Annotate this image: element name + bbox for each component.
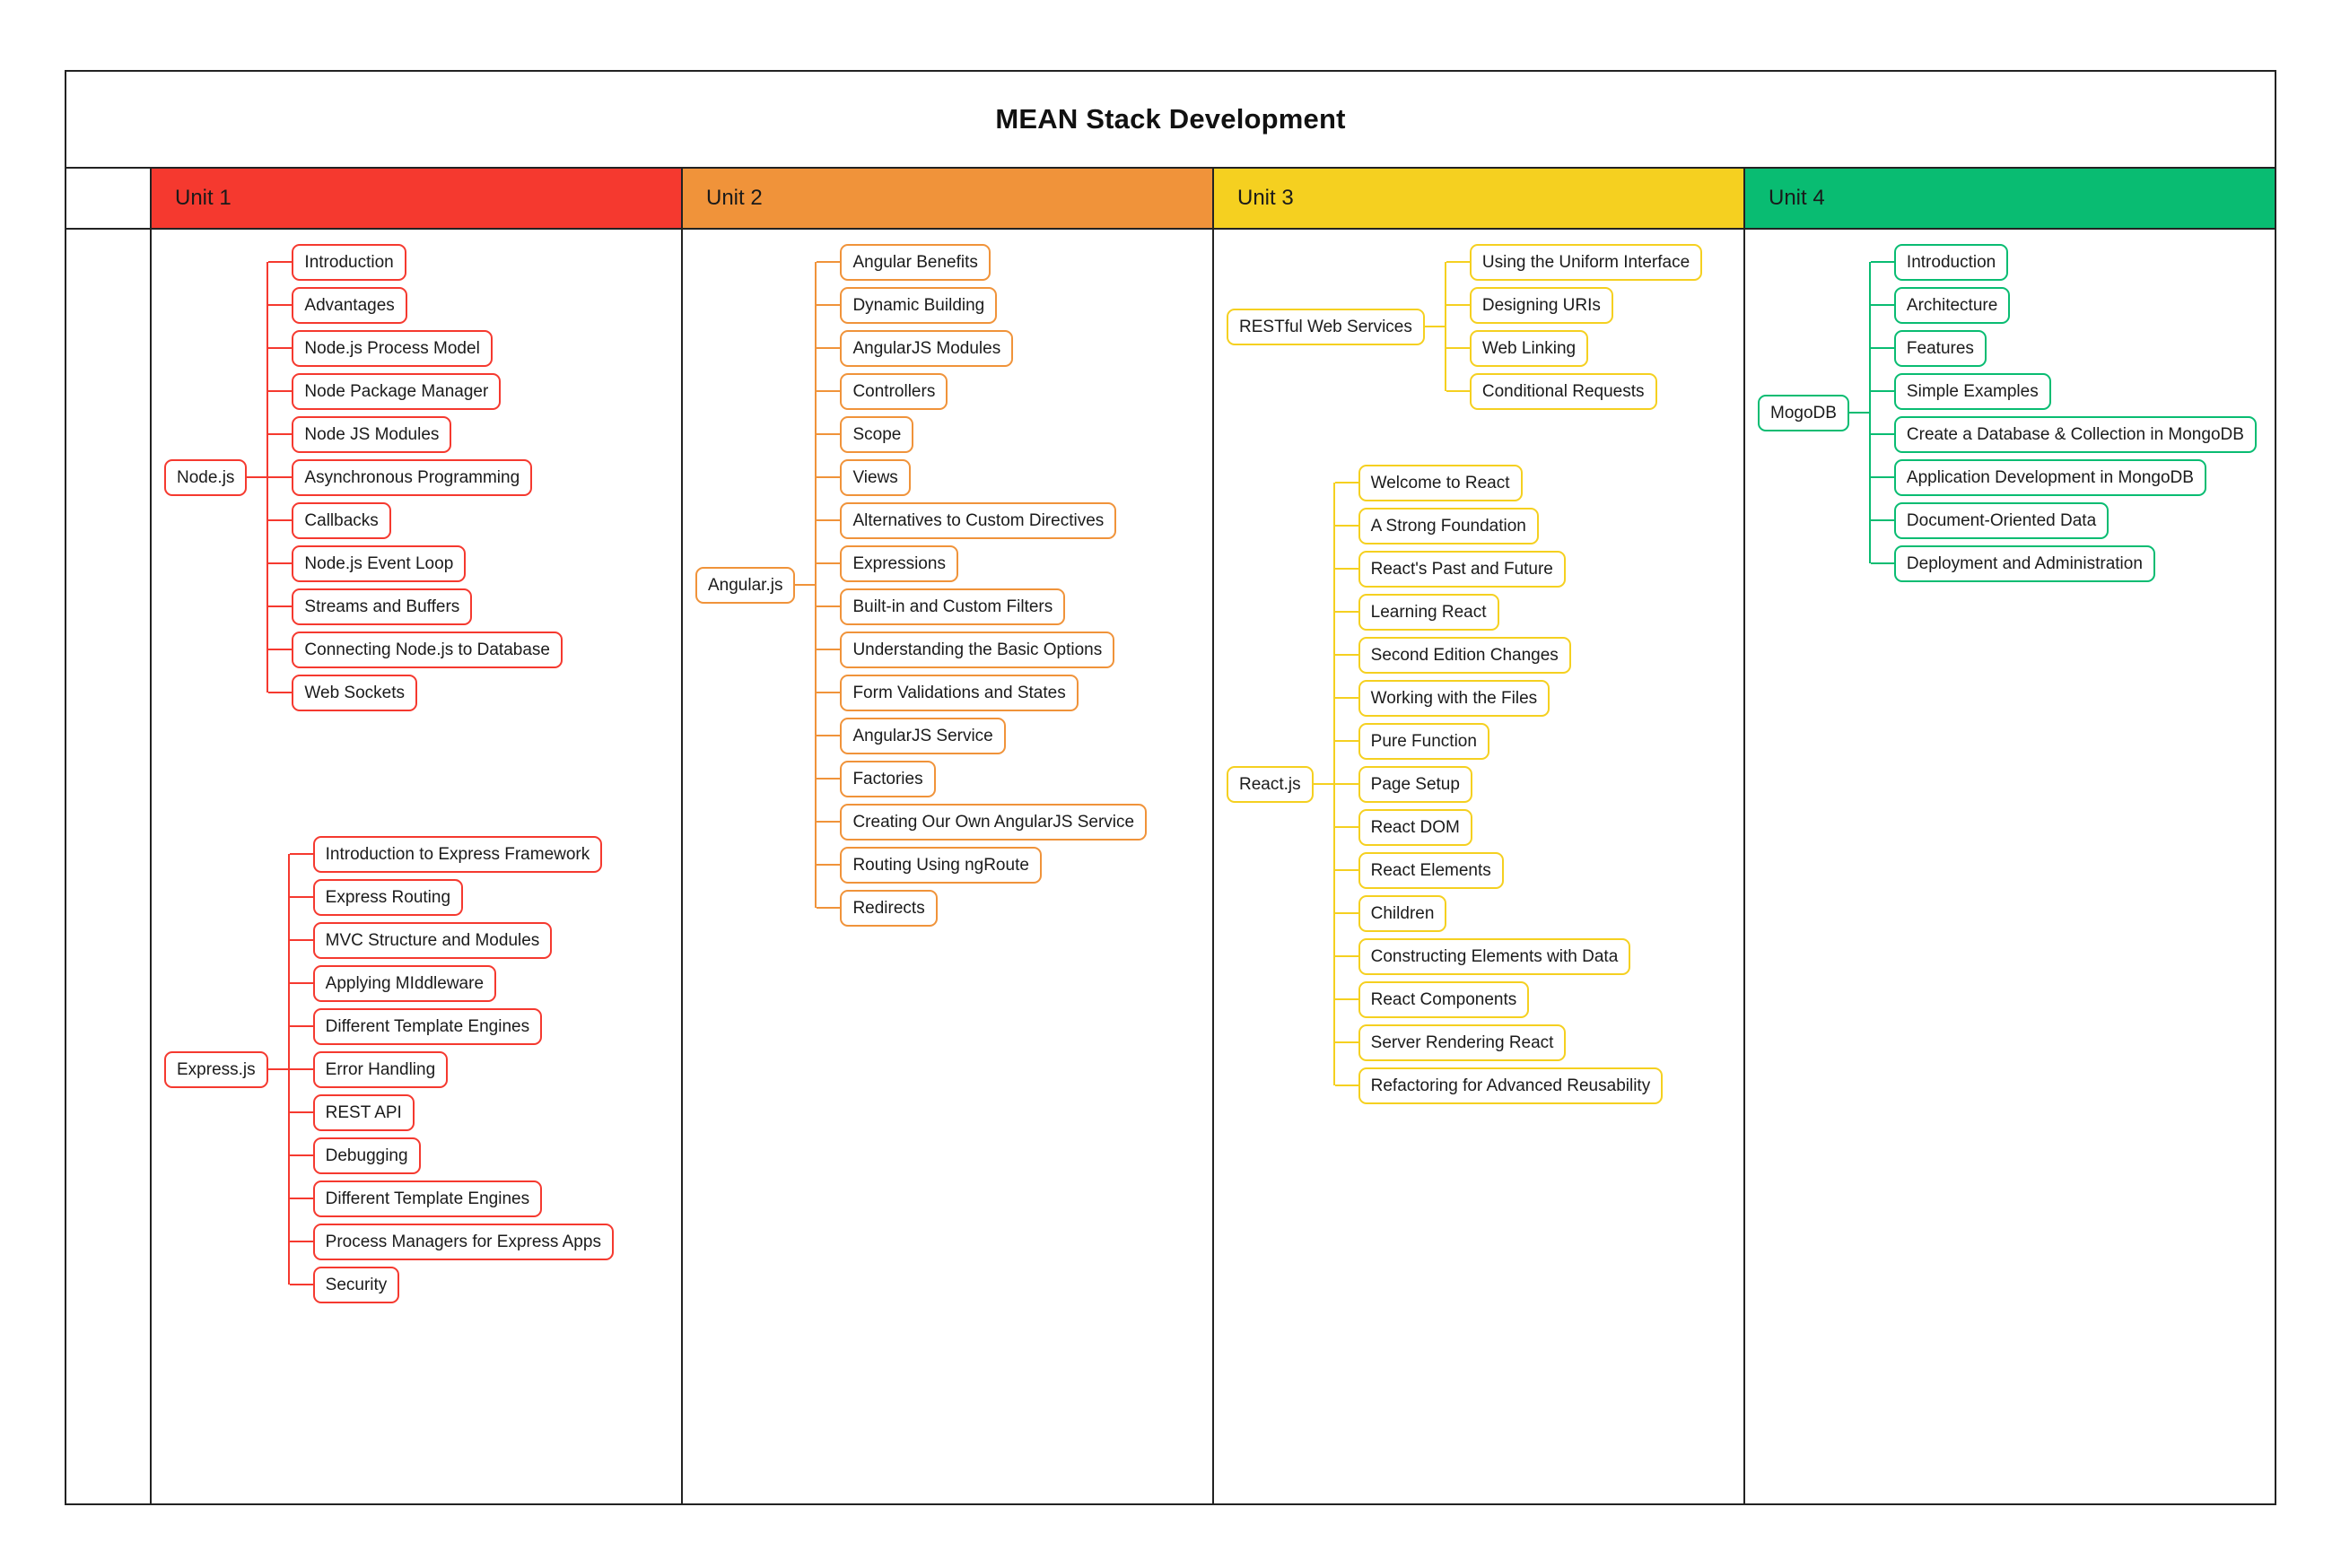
mindmap-child-row: [1446, 370, 1702, 413]
mindmap-child-row: [1335, 633, 1664, 676]
mindmap-child-row: [817, 757, 1147, 800]
root-connector-line: [1425, 326, 1445, 327]
child-connector-line: [1335, 568, 1358, 570]
mindmap-topic-node[interactable]: Document-Oriented Data: [1894, 502, 2109, 539]
root-connector-line: [1314, 783, 1333, 785]
mindmap-child-row: [268, 542, 563, 585]
mindmap-topic-node[interactable]: Node Package Manager: [292, 373, 501, 410]
mindmap-child-row: [817, 671, 1147, 714]
root-connector-line: [795, 584, 815, 586]
mindmap-root-wrap: [695, 240, 815, 929]
mindmap-children: [817, 240, 1147, 929]
child-connector-line: [1446, 304, 1470, 306]
child-connector-line: [1335, 654, 1358, 656]
mindmap-topic-node[interactable]: Applying MIddleware: [313, 965, 496, 1002]
child-connector-line: [268, 562, 292, 564]
mindmap-topic-node[interactable]: React Elements: [1358, 852, 1504, 889]
mindmap-group: [1227, 461, 1663, 1107]
child-connector-line: [1871, 261, 1894, 263]
mindmap-topic-node[interactable]: AngularJS Modules: [840, 330, 1013, 367]
root-connector-line: [268, 1068, 288, 1070]
mindmap-child-row: [1335, 1064, 1664, 1107]
mindmap-child-row: [1871, 283, 2257, 327]
unit-header-label-2: Unit 2: [706, 186, 763, 210]
child-connector-line: [817, 390, 840, 392]
mindmap-child-row: [290, 1177, 614, 1220]
mindmap-topic-node[interactable]: React DOM: [1358, 809, 1472, 846]
mindmap-child-row: [817, 499, 1147, 542]
unit-column-2: [683, 230, 1214, 1503]
mindmap-topic-node[interactable]: Streams and Buffers: [292, 588, 472, 625]
mindmap-topic-node[interactable]: Controllers: [840, 373, 948, 410]
mindmap-child-row: [817, 283, 1147, 327]
child-connector-line: [1871, 304, 1894, 306]
mindmap-child-row: [1335, 676, 1664, 719]
child-connector-line: [1335, 912, 1358, 914]
mindmap-topic-node[interactable]: Form Validations and States: [840, 675, 1078, 711]
mindmap-group: [164, 240, 563, 714]
child-connector-line: [1871, 562, 1894, 564]
mindmap-child-row: [1335, 590, 1664, 633]
mindmap-root-node[interactable]: Express.js: [164, 1051, 268, 1088]
diagram-title-bar: [66, 72, 2275, 169]
mindmap-topic-node[interactable]: Introduction: [292, 244, 406, 281]
mindmap-group: [695, 240, 1147, 929]
mindmap-topic-node[interactable]: Node.js Event Loop: [292, 545, 466, 582]
mindmap-child-row: [268, 413, 563, 456]
mindmap-child-row: [268, 240, 563, 283]
mindmap-topic-node[interactable]: MVC Structure and Modules: [313, 922, 553, 959]
child-connector-line: [290, 1111, 313, 1113]
mindmap-child-row: [817, 327, 1147, 370]
mindmap-topic-node[interactable]: Callbacks: [292, 502, 390, 539]
mindmap-topic-node[interactable]: Debugging: [313, 1137, 421, 1174]
unit-header-label-1: Unit 1: [175, 186, 231, 210]
mindmap-topic-node[interactable]: React Components: [1358, 981, 1530, 1018]
unit-header-row: [66, 169, 2275, 230]
mindmap-topic-node[interactable]: Web Linking: [1470, 330, 1588, 367]
mindmap-topic-node[interactable]: Node.js Process Model: [292, 330, 492, 367]
child-connector-line: [268, 605, 292, 607]
mindmap-child-row: [817, 370, 1147, 413]
mindmap-child-row: [1871, 370, 2257, 413]
child-connector-line: [268, 433, 292, 435]
mindmap-root-node[interactable]: React.js: [1227, 766, 1314, 803]
child-connector-line: [290, 939, 313, 941]
mindmap-topic-node[interactable]: Advantages: [292, 287, 406, 324]
mindmap-topic-node[interactable]: Routing Using ngRoute: [840, 847, 1041, 884]
mindmap-child-row: [290, 832, 614, 875]
child-connector-line: [290, 1284, 313, 1285]
mindmap-topic-node[interactable]: Welcome to React: [1358, 465, 1523, 501]
child-connector-line: [817, 304, 840, 306]
mindmap-child-row: [268, 283, 563, 327]
mindmap-root-node[interactable]: Angular.js: [695, 567, 795, 604]
child-connector-line: [1335, 1085, 1358, 1086]
mindmap-root-wrap: [164, 240, 266, 714]
mindmap-topic-node[interactable]: Error Handling: [313, 1051, 449, 1088]
mindmap-child-row: [1871, 327, 2257, 370]
child-connector-line: [1871, 519, 1894, 521]
mindmap-topic-node[interactable]: Understanding the Basic Options: [840, 632, 1114, 668]
mindmap-child-row: [1335, 461, 1664, 504]
child-connector-line: [268, 304, 292, 306]
mindmap-child-row: [268, 628, 563, 671]
mindmap-topic-node[interactable]: Create a Database & Collection in MongoDB: [1894, 416, 2257, 453]
mindmap-child-row: [290, 1134, 614, 1177]
child-connector-line: [1335, 611, 1358, 613]
unit-column-3: [1214, 230, 1745, 1503]
mindmap-root-wrap: [164, 832, 288, 1306]
root-connector-line: [1849, 412, 1869, 414]
mindmap-child-row: [817, 714, 1147, 757]
mindmap-children: [1335, 461, 1664, 1107]
mindmap-child-row: [817, 628, 1147, 671]
mindmap-child-row: [290, 962, 614, 1005]
child-connector-line: [1871, 347, 1894, 349]
child-connector-line: [290, 982, 313, 984]
mindmap-child-row: [1871, 240, 2257, 283]
child-connector-line: [1871, 390, 1894, 392]
mindmap-topic-node[interactable]: Factories: [840, 761, 935, 797]
mindmap-child-row: [1335, 849, 1664, 892]
mindmap-topic-node[interactable]: Working with the Files: [1358, 680, 1550, 717]
child-connector-line: [290, 1154, 313, 1156]
mindmap-topic-node[interactable]: Simple Examples: [1894, 373, 2051, 410]
mindmap-topic-node[interactable]: Different Template Engines: [313, 1008, 542, 1045]
mindmap-topic-node[interactable]: Pure Function: [1358, 723, 1489, 760]
mindmap-topic-node[interactable]: Application Development in MongoDB: [1894, 459, 2206, 496]
child-connector-line: [1871, 476, 1894, 478]
mindmap-topic-node[interactable]: Second Edition Changes: [1358, 637, 1571, 674]
mindmap-child-row: [1446, 240, 1702, 283]
unit-header-3: [1214, 169, 1745, 228]
mindmap-topic-node[interactable]: Expressions: [840, 545, 958, 582]
child-connector-line: [817, 735, 840, 736]
mindmap-topic-node[interactable]: Refactoring for Advanced Reusability: [1358, 1067, 1664, 1104]
page-title: MEAN Stack Development: [995, 103, 1346, 135]
unit-header-label-4: Unit 4: [1769, 186, 1825, 210]
unit-header-4: [1745, 169, 2275, 228]
mindmap-topic-node[interactable]: React's Past and Future: [1358, 551, 1566, 588]
mindmap-child-row: [817, 800, 1147, 843]
child-connector-line: [817, 519, 840, 521]
child-connector-line: [1335, 998, 1358, 1000]
mindmap-root-node[interactable]: MogoDB: [1758, 395, 1849, 431]
mindmap-child-row: [1335, 892, 1664, 935]
child-connector-line: [817, 433, 840, 435]
child-connector-line: [817, 476, 840, 478]
column-gutter: [66, 230, 152, 1503]
mindmap-child-row: [1871, 456, 2257, 499]
mindmap-topic-node[interactable]: Conditional Requests: [1470, 373, 1657, 410]
mindmap-child-row: [1871, 499, 2257, 542]
child-connector-line: [1335, 869, 1358, 871]
mindmap-child-row: [1335, 547, 1664, 590]
mindmap-child-row: [817, 542, 1147, 585]
mindmap-child-row: [1446, 283, 1702, 327]
unit-column-1: [152, 230, 683, 1503]
mindmap-child-row: [817, 843, 1147, 886]
mindmap-root-wrap: [1227, 240, 1445, 413]
mindmap-topic-node[interactable]: Dynamic Building: [840, 287, 997, 324]
mindmap-topic-node[interactable]: Creating Our Own AngularJS Service: [840, 804, 1147, 841]
mindmap-topic-node[interactable]: Architecture: [1894, 287, 2010, 324]
mindmap-child-row: [817, 413, 1147, 456]
mindmap-topic-node[interactable]: Views: [840, 459, 910, 496]
mindmap-children: [1446, 240, 1702, 413]
child-connector-line: [268, 649, 292, 650]
mindmap-child-row: [268, 370, 563, 413]
child-connector-line: [268, 476, 292, 478]
mindmap-root-node[interactable]: Node.js: [164, 459, 247, 496]
mindmap-topic-node[interactable]: Built-in and Custom Filters: [840, 588, 1065, 625]
mindmap-topic-node[interactable]: Process Managers for Express Apps: [313, 1224, 614, 1260]
root-connector-line: [247, 476, 266, 478]
mindmap-topic-node[interactable]: Server Rendering React: [1358, 1024, 1567, 1061]
mindmap-child-row: [268, 499, 563, 542]
mindmap-child-row: [268, 327, 563, 370]
mindmap-group: [1758, 240, 2257, 585]
child-connector-line: [817, 347, 840, 349]
mindmap-topic-node[interactable]: Express Routing: [313, 879, 463, 916]
mindmap-child-row: [1335, 1021, 1664, 1064]
unit-header-label-3: Unit 3: [1237, 186, 1294, 210]
mindmap-child-row: [290, 919, 614, 962]
mindmap-group: [164, 832, 614, 1306]
mindmap-topic-node[interactable]: Designing URIs: [1470, 287, 1613, 324]
mindmap-topic-node[interactable]: REST API: [313, 1094, 415, 1131]
mindmap-group: [1227, 240, 1702, 413]
mindmap-child-row: [1335, 504, 1664, 547]
diagram-frame: [65, 70, 2276, 1505]
mindmap-root-wrap: [1227, 461, 1333, 1107]
child-connector-line: [1335, 740, 1358, 742]
mindmap-child-row: [290, 1005, 614, 1048]
mindmap-topic-node[interactable]: Introduction to Express Framework: [313, 836, 603, 873]
child-connector-line: [817, 649, 840, 650]
child-connector-line: [1446, 390, 1470, 392]
child-connector-line: [290, 1025, 313, 1027]
mindmap-child-row: [290, 1220, 614, 1263]
mindmap-child-row: [817, 585, 1147, 628]
mindmap-child-row: [268, 585, 563, 628]
unit-header-1: [152, 169, 683, 228]
mindmap-topic-node[interactable]: Connecting Node.js to Database: [292, 632, 563, 668]
mindmap-topic-node[interactable]: Node JS Modules: [292, 416, 451, 453]
child-connector-line: [290, 1068, 313, 1070]
child-connector-line: [817, 261, 840, 263]
mindmap-topic-node[interactable]: Children: [1358, 895, 1447, 932]
child-connector-line: [1335, 1041, 1358, 1043]
mindmap-children: [1871, 240, 2257, 585]
mindmap-topic-node[interactable]: Security: [313, 1267, 400, 1303]
mindmap-topic-node[interactable]: Features: [1894, 330, 1987, 367]
mindmap-child-row: [1335, 719, 1664, 762]
child-connector-line: [290, 1241, 313, 1242]
child-connector-line: [290, 896, 313, 898]
mindmap-topic-node[interactable]: Alternatives to Custom Directives: [840, 502, 1116, 539]
mindmap-topic-node[interactable]: Scope: [840, 416, 913, 453]
mindmap-child-row: [290, 1263, 614, 1306]
mindmap-topic-node[interactable]: Constructing Elements with Data: [1358, 938, 1631, 975]
mindmap-child-row: [1871, 542, 2257, 585]
mindmap-child-row: [817, 886, 1147, 929]
unit-column-4: [1745, 230, 2275, 1503]
mindmap-child-row: [268, 456, 563, 499]
mindmap-topic-node[interactable]: AngularJS Service: [840, 718, 1005, 754]
child-connector-line: [290, 853, 313, 855]
mindmap-topic-node[interactable]: Asynchronous Programming: [292, 459, 532, 496]
child-connector-line: [817, 821, 840, 823]
mindmap-child-row: [290, 1048, 614, 1091]
child-connector-line: [817, 562, 840, 564]
mindmap-topic-node[interactable]: Introduction: [1894, 244, 2008, 281]
child-connector-line: [817, 778, 840, 780]
child-connector-line: [290, 1198, 313, 1199]
mindmap-child-row: [1335, 806, 1664, 849]
mindmap-child-row: [1446, 327, 1702, 370]
child-connector-line: [1335, 525, 1358, 527]
mindmap-topic-node[interactable]: Redirects: [840, 890, 937, 927]
mindmap-topic-node[interactable]: A Strong Foundation: [1358, 508, 1539, 544]
child-connector-line: [1446, 261, 1470, 263]
unit-header-2: [683, 169, 1214, 228]
unit-columns: [66, 230, 2275, 1503]
mindmap-child-row: [268, 671, 563, 714]
child-connector-line: [268, 261, 292, 263]
child-connector-line: [817, 605, 840, 607]
mindmap-child-row: [1335, 978, 1664, 1021]
child-connector-line: [1335, 826, 1358, 828]
child-connector-line: [1446, 347, 1470, 349]
child-connector-line: [1335, 697, 1358, 699]
mindmap-child-row: [1335, 935, 1664, 978]
mindmap-child-row: [290, 875, 614, 919]
child-connector-line: [1871, 433, 1894, 435]
mindmap-child-row: [817, 456, 1147, 499]
child-connector-line: [268, 692, 292, 693]
mindmap-child-row: [817, 240, 1147, 283]
child-connector-line: [817, 907, 840, 909]
mindmap-root-node[interactable]: RESTful Web Services: [1227, 309, 1425, 345]
mindmap-root-wrap: [1758, 240, 1869, 585]
mindmap-topic-node[interactable]: Different Template Engines: [313, 1180, 542, 1217]
child-connector-line: [1335, 955, 1358, 957]
child-connector-line: [268, 519, 292, 521]
child-connector-line: [268, 390, 292, 392]
mindmap-children: [290, 832, 614, 1306]
mindmap-topic-node[interactable]: Page Setup: [1358, 766, 1472, 803]
child-connector-line: [817, 864, 840, 866]
header-gutter: [66, 169, 152, 228]
mindmap-child-row: [1335, 762, 1664, 806]
mindmap-child-row: [1871, 413, 2257, 456]
child-connector-line: [1335, 783, 1358, 785]
mindmap-topic-node[interactable]: Web Sockets: [292, 675, 417, 711]
child-connector-line: [1335, 482, 1358, 483]
child-connector-line: [817, 692, 840, 693]
mindmap-children: [268, 240, 563, 714]
mindmap-topic-node[interactable]: Learning React: [1358, 594, 1499, 631]
mindmap-topic-node[interactable]: Angular Benefits: [840, 244, 990, 281]
child-connector-line: [268, 347, 292, 349]
mindmap-child-row: [290, 1091, 614, 1134]
mindmap-topic-node[interactable]: Using the Uniform Interface: [1470, 244, 1702, 281]
mindmap-topic-node[interactable]: Deployment and Administration: [1894, 545, 2155, 582]
